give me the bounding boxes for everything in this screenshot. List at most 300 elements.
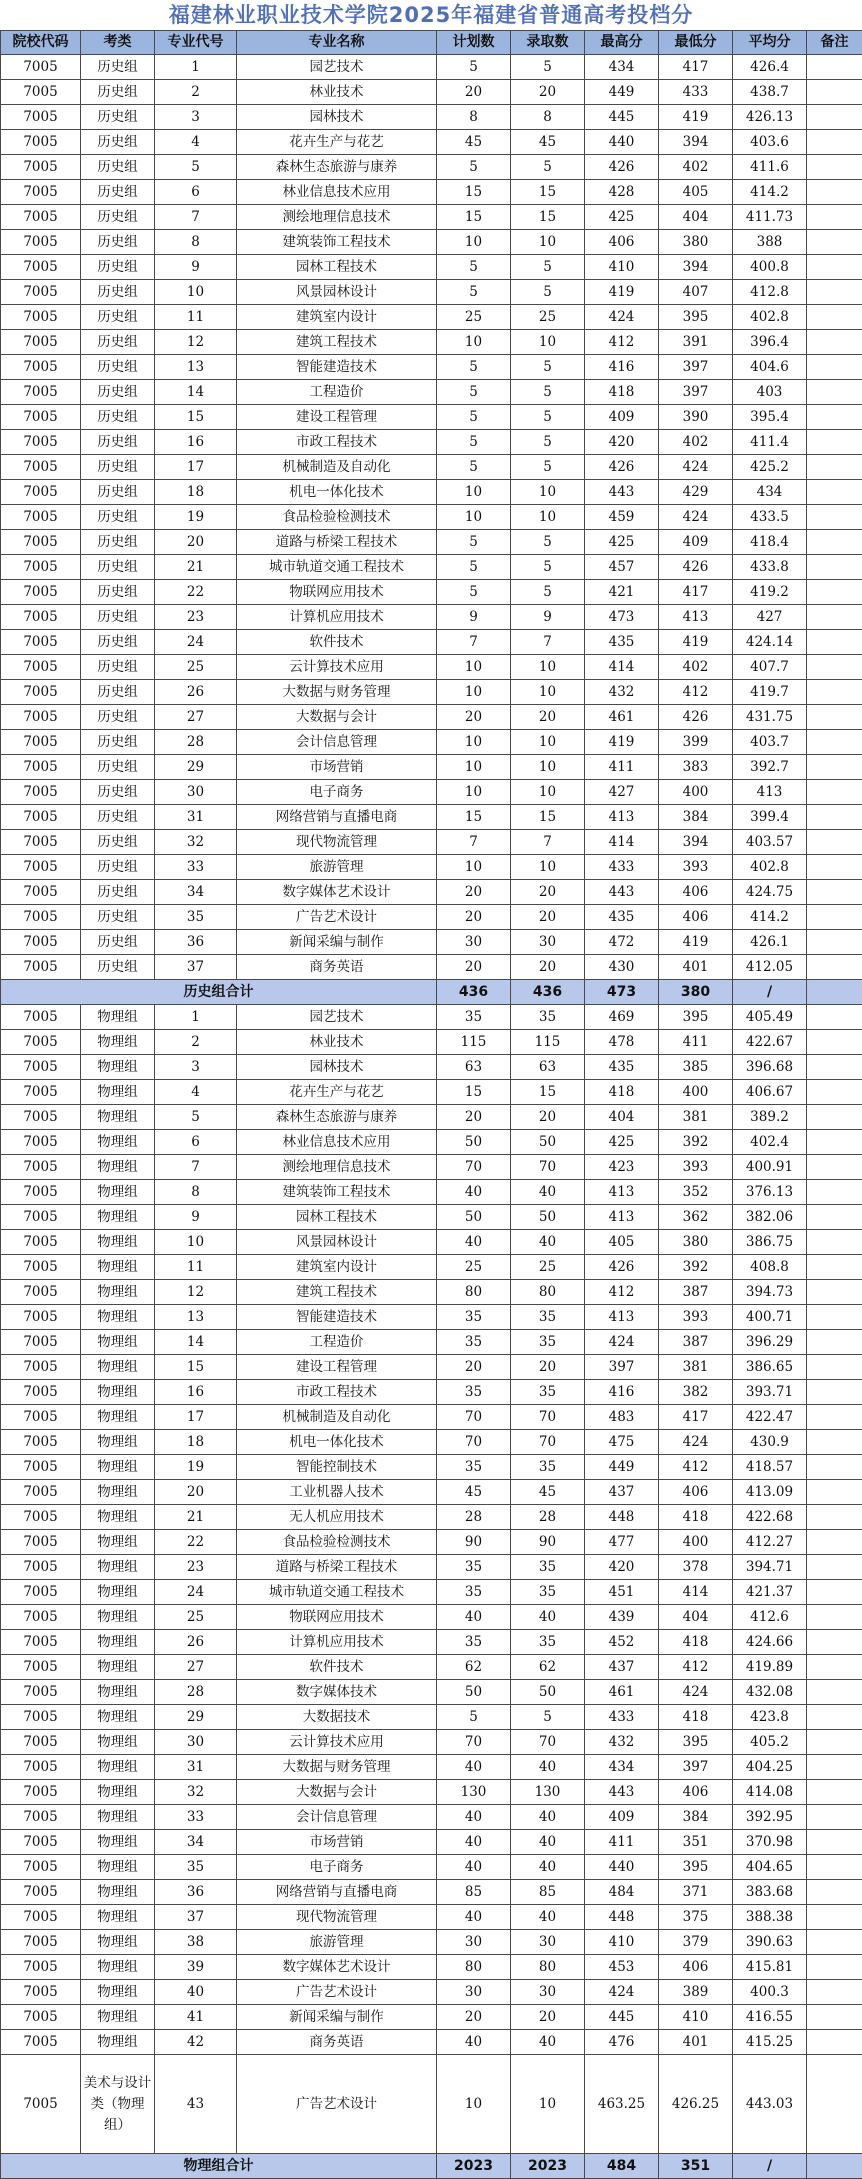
cell-major-name: 云计算技术应用 <box>237 655 437 680</box>
cell-remark <box>807 2055 862 2154</box>
cell-avg-score: 412.05 <box>733 955 807 980</box>
cell-min-score: 417 <box>659 580 733 605</box>
cell-avg-score: 422.68 <box>733 1505 807 1530</box>
cell-min-score: 383 <box>659 755 733 780</box>
cell-exam-type: 历史组 <box>81 930 155 955</box>
cell-major-code: 35 <box>155 1855 237 1880</box>
cell-school-code: 7005 <box>1 430 81 455</box>
cell-remark <box>807 1305 862 1330</box>
header-exam-type: 考类 <box>81 31 155 55</box>
cell-max-score: 416 <box>585 1380 659 1405</box>
cell-major-name: 建筑室内设计 <box>237 1255 437 1280</box>
cell-school-code: 7005 <box>1 405 81 430</box>
cell-major-name: 林业信息技术应用 <box>237 1130 437 1155</box>
cell-max-score: 473 <box>585 605 659 630</box>
cell-remark <box>807 1830 862 1855</box>
cell-plan-count: 70 <box>437 1155 511 1180</box>
cell-min-score: 409 <box>659 530 733 555</box>
cell-exam-type: 历史组 <box>81 105 155 130</box>
cell-exam-type: 物理组 <box>81 1405 155 1430</box>
cell-remark <box>807 105 862 130</box>
cell-remark <box>807 955 862 980</box>
subtotal-plan: 2023 <box>437 2154 511 2179</box>
cell-remark <box>807 355 862 380</box>
cell-avg-score: 394.73 <box>733 1280 807 1305</box>
cell-plan-count: 70 <box>437 1430 511 1455</box>
cell-major-name: 计算机应用技术 <box>237 1630 437 1655</box>
cell-major-name: 旅游管理 <box>237 855 437 880</box>
cell-school-code: 7005 <box>1 805 81 830</box>
cell-plan-count: 10 <box>437 780 511 805</box>
cell-min-score: 379 <box>659 1930 733 1955</box>
cell-min-score: 407 <box>659 280 733 305</box>
cell-major-name: 园艺技术 <box>237 1005 437 1030</box>
cell-admit-count: 10 <box>511 230 585 255</box>
cell-school-code: 7005 <box>1 1730 81 1755</box>
cell-major-name: 建设工程管理 <box>237 1355 437 1380</box>
cell-avg-score: 433.5 <box>733 505 807 530</box>
cell-admit-count: 35 <box>511 1580 585 1605</box>
cell-max-score: 404 <box>585 1105 659 1130</box>
cell-major-name: 电子商务 <box>237 1855 437 1880</box>
cell-exam-type: 物理组 <box>81 1805 155 1830</box>
physics-subtotal-section <box>1 2154 862 2179</box>
cell-avg-score: 396.68 <box>733 1055 807 1080</box>
cell-major-name: 风景园林设计 <box>237 1230 437 1255</box>
table-row <box>1 1605 862 1630</box>
cell-school-code: 7005 <box>1 2005 81 2030</box>
cell-plan-count: 15 <box>437 805 511 830</box>
subtotal-avg: / <box>733 2154 807 2179</box>
cell-major-name: 软件技术 <box>237 1655 437 1680</box>
cell-school-code: 7005 <box>1 630 81 655</box>
cell-max-score: 414 <box>585 830 659 855</box>
cell-exam-type: 历史组 <box>81 705 155 730</box>
cell-admit-count: 70 <box>511 1430 585 1455</box>
header-admit-count: 录取数 <box>511 31 585 55</box>
cell-max-score: 397 <box>585 1355 659 1380</box>
cell-major-name: 网络营销与直播电商 <box>237 805 437 830</box>
cell-admit-count: 35 <box>511 1455 585 1480</box>
cell-exam-type: 物理组 <box>81 1030 155 1055</box>
table-row <box>1 380 862 405</box>
cell-admit-count: 5 <box>511 530 585 555</box>
cell-max-score: 416 <box>585 355 659 380</box>
cell-avg-score: 422.67 <box>733 1030 807 1055</box>
cell-admit-count: 15 <box>511 805 585 830</box>
cell-exam-type: 物理组 <box>81 2005 155 2030</box>
table-row <box>1 1455 862 1480</box>
cell-school-code: 7005 <box>1 505 81 530</box>
table-row <box>1 230 862 255</box>
cell-major-name: 工程造价 <box>237 1330 437 1355</box>
cell-remark <box>807 1705 862 1730</box>
cell-remark <box>807 680 862 705</box>
cell-remark <box>807 1605 862 1630</box>
cell-school-code: 7005 <box>1 1930 81 1955</box>
cell-admit-count: 5 <box>511 455 585 480</box>
cell-avg-score: 411.4 <box>733 430 807 455</box>
cell-major-code: 24 <box>155 1580 237 1605</box>
cell-exam-type: 物理组 <box>81 1730 155 1755</box>
cell-major-code: 20 <box>155 1480 237 1505</box>
cell-remark <box>807 880 862 905</box>
cell-major-code: 15 <box>155 405 237 430</box>
cell-admit-count: 35 <box>511 1630 585 1655</box>
cell-max-score: 457 <box>585 555 659 580</box>
cell-major-name: 森林生态旅游与康养 <box>237 155 437 180</box>
header-row <box>1 31 862 55</box>
cell-exam-type: 历史组 <box>81 830 155 855</box>
cell-avg-score: 421.37 <box>733 1580 807 1605</box>
cell-admit-count: 40 <box>511 1230 585 1255</box>
cell-min-score: 395 <box>659 1855 733 1880</box>
cell-exam-type: 历史组 <box>81 880 155 905</box>
cell-major-name: 广告艺术设计 <box>237 2055 437 2154</box>
cell-exam-type: 物理组 <box>81 1980 155 2005</box>
cell-avg-score: 370.98 <box>733 1830 807 1855</box>
header-major-name: 专业名称 <box>237 31 437 55</box>
cell-avg-score: 424.75 <box>733 880 807 905</box>
cell-avg-score: 424.14 <box>733 630 807 655</box>
cell-remark <box>807 1980 862 2005</box>
cell-major-code: 27 <box>155 705 237 730</box>
subtotal-min: 351 <box>659 2154 733 2179</box>
cell-major-code: 2 <box>155 80 237 105</box>
cell-major-code: 27 <box>155 1655 237 1680</box>
table-row <box>1 1080 862 1105</box>
cell-exam-type: 物理组 <box>81 1855 155 1880</box>
cell-min-score: 433 <box>659 80 733 105</box>
table-row <box>1 155 862 180</box>
cell-min-score: 397 <box>659 355 733 380</box>
cell-major-name: 广告艺术设计 <box>237 905 437 930</box>
cell-min-score: 390 <box>659 405 733 430</box>
table-row <box>1 1205 862 1230</box>
cell-major-code: 30 <box>155 780 237 805</box>
table-row <box>1 880 862 905</box>
cell-avg-score: 405.2 <box>733 1730 807 1755</box>
cell-max-score: 445 <box>585 105 659 130</box>
cell-plan-count: 25 <box>437 1255 511 1280</box>
cell-exam-type: 物理组 <box>81 1580 155 1605</box>
cell-school-code: 7005 <box>1 1630 81 1655</box>
cell-plan-count: 50 <box>437 1130 511 1155</box>
table-row <box>1 1005 862 1030</box>
cell-plan-count: 20 <box>437 905 511 930</box>
cell-exam-type: 美术与设计类（物理组） <box>81 2055 155 2154</box>
cell-school-code: 7005 <box>1 955 81 980</box>
header-max-score: 最高分 <box>585 31 659 55</box>
cell-admit-count: 7 <box>511 630 585 655</box>
cell-major-name: 软件技术 <box>237 630 437 655</box>
table-row <box>1 2055 862 2154</box>
cell-major-code: 17 <box>155 1405 237 1430</box>
cell-school-code: 7005 <box>1 1805 81 1830</box>
cell-major-code: 5 <box>155 1105 237 1130</box>
table-row <box>1 1855 862 1880</box>
cell-exam-type: 历史组 <box>81 155 155 180</box>
cell-major-code: 5 <box>155 155 237 180</box>
cell-major-code: 13 <box>155 1305 237 1330</box>
cell-min-score: 384 <box>659 805 733 830</box>
cell-remark <box>807 830 862 855</box>
cell-min-score: 406 <box>659 1955 733 1980</box>
table-row <box>1 1630 862 1655</box>
cell-school-code: 7005 <box>1 230 81 255</box>
cell-remark <box>807 705 862 730</box>
cell-plan-count: 50 <box>437 1680 511 1705</box>
cell-exam-type: 物理组 <box>81 1880 155 1905</box>
cell-major-name: 大数据与会计 <box>237 1780 437 1805</box>
cell-max-score: 413 <box>585 1180 659 1205</box>
cell-plan-count: 5 <box>437 55 511 80</box>
cell-avg-score: 390.63 <box>733 1930 807 1955</box>
cell-major-code: 15 <box>155 1355 237 1380</box>
cell-max-score: 483 <box>585 1405 659 1430</box>
cell-plan-count: 15 <box>437 205 511 230</box>
cell-avg-score: 404.6 <box>733 355 807 380</box>
cell-min-score: 380 <box>659 1230 733 1255</box>
cell-min-score: 401 <box>659 2030 733 2055</box>
cell-max-score: 425 <box>585 205 659 230</box>
cell-major-code: 30 <box>155 1730 237 1755</box>
cell-school-code: 7005 <box>1 1080 81 1105</box>
cell-plan-count: 5 <box>437 255 511 280</box>
cell-avg-score: 426.4 <box>733 55 807 80</box>
cell-plan-count: 5 <box>437 280 511 305</box>
cell-major-code: 11 <box>155 1255 237 1280</box>
cell-admit-count: 25 <box>511 1255 585 1280</box>
cell-plan-count: 30 <box>437 1980 511 2005</box>
cell-avg-score: 404.25 <box>733 1755 807 1780</box>
cell-major-code: 41 <box>155 2005 237 2030</box>
cell-avg-score: 403.57 <box>733 830 807 855</box>
cell-major-code: 33 <box>155 855 237 880</box>
cell-exam-type: 历史组 <box>81 855 155 880</box>
cell-major-code: 43 <box>155 2055 237 2154</box>
cell-plan-count: 35 <box>437 1305 511 1330</box>
admission-score-table <box>0 30 862 2179</box>
subtotal-max: 473 <box>585 980 659 1005</box>
cell-major-code: 35 <box>155 905 237 930</box>
cell-min-score: 393 <box>659 1155 733 1180</box>
cell-admit-count: 45 <box>511 1480 585 1505</box>
table-row <box>1 1555 862 1580</box>
cell-major-name: 机电一体化技术 <box>237 1430 437 1455</box>
cell-plan-count: 62 <box>437 1655 511 1680</box>
cell-major-code: 7 <box>155 205 237 230</box>
cell-max-score: 461 <box>585 705 659 730</box>
cell-admit-count: 9 <box>511 605 585 630</box>
table-row <box>1 1430 862 1455</box>
cell-plan-count: 40 <box>437 1755 511 1780</box>
cell-major-name: 大数据与会计 <box>237 705 437 730</box>
cell-avg-score: 434 <box>733 480 807 505</box>
cell-admit-count: 5 <box>511 355 585 380</box>
cell-major-code: 1 <box>155 55 237 80</box>
cell-min-score: 380 <box>659 230 733 255</box>
table-row <box>1 1680 862 1705</box>
cell-remark <box>807 155 862 180</box>
table-row <box>1 555 862 580</box>
cell-major-code: 2 <box>155 1030 237 1055</box>
cell-exam-type: 物理组 <box>81 1480 155 1505</box>
cell-min-score: 411 <box>659 1030 733 1055</box>
cell-school-code: 7005 <box>1 380 81 405</box>
cell-exam-type: 历史组 <box>81 330 155 355</box>
cell-min-score: 378 <box>659 1555 733 1580</box>
cell-plan-count: 40 <box>437 2030 511 2055</box>
cell-admit-count: 35 <box>511 1380 585 1405</box>
cell-min-score: 406 <box>659 880 733 905</box>
cell-max-score: 434 <box>585 55 659 80</box>
cell-avg-score: 403 <box>733 380 807 405</box>
cell-min-score: 393 <box>659 1305 733 1330</box>
cell-max-score: 449 <box>585 1455 659 1480</box>
table-row <box>1 1155 862 1180</box>
cell-max-score: 452 <box>585 1630 659 1655</box>
cell-major-name: 商务英语 <box>237 955 437 980</box>
cell-min-score: 387 <box>659 1330 733 1355</box>
cell-max-score: 435 <box>585 905 659 930</box>
subtotal-plan: 436 <box>437 980 511 1005</box>
cell-plan-count: 20 <box>437 955 511 980</box>
cell-plan-count: 35 <box>437 1630 511 1655</box>
cell-exam-type: 历史组 <box>81 655 155 680</box>
table-row <box>1 1130 862 1155</box>
cell-major-code: 28 <box>155 1680 237 1705</box>
cell-remark <box>807 1005 862 1030</box>
cell-major-code: 23 <box>155 1555 237 1580</box>
cell-avg-score: 411.6 <box>733 155 807 180</box>
cell-school-code: 7005 <box>1 1155 81 1180</box>
table-row <box>1 1880 862 1905</box>
cell-plan-count: 20 <box>437 705 511 730</box>
cell-school-code: 7005 <box>1 1580 81 1605</box>
subtotal-admit: 2023 <box>511 2154 585 2179</box>
cell-major-code: 10 <box>155 1230 237 1255</box>
cell-school-code: 7005 <box>1 105 81 130</box>
cell-admit-count: 70 <box>511 1405 585 1430</box>
cell-remark <box>807 630 862 655</box>
cell-school-code: 7005 <box>1 80 81 105</box>
table-row <box>1 630 862 655</box>
cell-school-code: 7005 <box>1 605 81 630</box>
cell-plan-count: 45 <box>437 130 511 155</box>
cell-plan-count: 35 <box>437 1330 511 1355</box>
cell-exam-type: 物理组 <box>81 1155 155 1180</box>
cell-avg-score: 403.6 <box>733 130 807 155</box>
cell-admit-count: 40 <box>511 1755 585 1780</box>
cell-admit-count: 45 <box>511 130 585 155</box>
cell-major-name: 云计算技术应用 <box>237 1730 437 1755</box>
table-row <box>1 1230 862 1255</box>
cell-admit-count: 20 <box>511 80 585 105</box>
cell-admit-count: 10 <box>511 680 585 705</box>
cell-exam-type: 物理组 <box>81 1780 155 1805</box>
cell-exam-type: 物理组 <box>81 2030 155 2055</box>
cell-admit-count: 10 <box>511 855 585 880</box>
subtotal-remark <box>807 2154 862 2179</box>
cell-max-score: 411 <box>585 755 659 780</box>
cell-plan-count: 10 <box>437 480 511 505</box>
cell-max-score: 424 <box>585 305 659 330</box>
cell-plan-count: 5 <box>437 1705 511 1730</box>
table-row <box>1 1055 862 1080</box>
cell-major-name: 数字媒体技术 <box>237 1680 437 1705</box>
cell-avg-score: 423.8 <box>733 1705 807 1730</box>
cell-major-name: 市场营销 <box>237 755 437 780</box>
cell-admit-count: 5 <box>511 255 585 280</box>
cell-min-score: 400 <box>659 1080 733 1105</box>
cell-plan-count: 25 <box>437 305 511 330</box>
cell-exam-type: 物理组 <box>81 1930 155 1955</box>
cell-min-score: 402 <box>659 655 733 680</box>
cell-min-score: 393 <box>659 855 733 880</box>
cell-plan-count: 5 <box>437 580 511 605</box>
table-row <box>1 1905 862 1930</box>
cell-admit-count: 5 <box>511 155 585 180</box>
table-row <box>1 1380 862 1405</box>
cell-school-code: 7005 <box>1 580 81 605</box>
cell-avg-score: 412.8 <box>733 280 807 305</box>
cell-exam-type: 物理组 <box>81 1380 155 1405</box>
cell-min-score: 410 <box>659 2005 733 2030</box>
cell-remark <box>807 1380 862 1405</box>
cell-avg-score: 412.27 <box>733 1530 807 1555</box>
cell-admit-count: 40 <box>511 1180 585 1205</box>
cell-remark <box>807 255 862 280</box>
cell-school-code: 7005 <box>1 1830 81 1855</box>
cell-school-code: 7005 <box>1 655 81 680</box>
cell-avg-score: 400.8 <box>733 255 807 280</box>
cell-plan-count: 40 <box>437 1830 511 1855</box>
cell-exam-type: 物理组 <box>81 1080 155 1105</box>
cell-avg-score: 395.4 <box>733 405 807 430</box>
cell-admit-count: 115 <box>511 1030 585 1055</box>
cell-exam-type: 历史组 <box>81 55 155 80</box>
cell-avg-score: 389.2 <box>733 1105 807 1130</box>
table-row <box>1 1255 862 1280</box>
table-row <box>1 1980 862 2005</box>
table-row <box>1 355 862 380</box>
cell-school-code: 7005 <box>1 680 81 705</box>
cell-min-score: 394 <box>659 130 733 155</box>
cell-remark <box>807 1130 862 1155</box>
cell-avg-score: 418.57 <box>733 1455 807 1480</box>
cell-major-code: 14 <box>155 1330 237 1355</box>
cell-min-score: 406 <box>659 1480 733 1505</box>
cell-plan-count: 10 <box>437 680 511 705</box>
cell-major-name: 电子商务 <box>237 780 437 805</box>
cell-exam-type: 物理组 <box>81 1330 155 1355</box>
cell-major-name: 建筑工程技术 <box>237 1280 437 1305</box>
cell-remark <box>807 755 862 780</box>
cell-max-score: 443 <box>585 880 659 905</box>
cell-max-score: 419 <box>585 730 659 755</box>
cell-min-score: 352 <box>659 1180 733 1205</box>
cell-plan-count: 5 <box>437 155 511 180</box>
cell-min-score: 381 <box>659 1105 733 1130</box>
cell-admit-count: 5 <box>511 380 585 405</box>
cell-max-score: 426 <box>585 1255 659 1280</box>
cell-plan-count: 35 <box>437 1380 511 1405</box>
cell-avg-score: 376.13 <box>733 1180 807 1205</box>
cell-max-score: 413 <box>585 1205 659 1230</box>
cell-school-code: 7005 <box>1 55 81 80</box>
cell-admit-count: 25 <box>511 305 585 330</box>
